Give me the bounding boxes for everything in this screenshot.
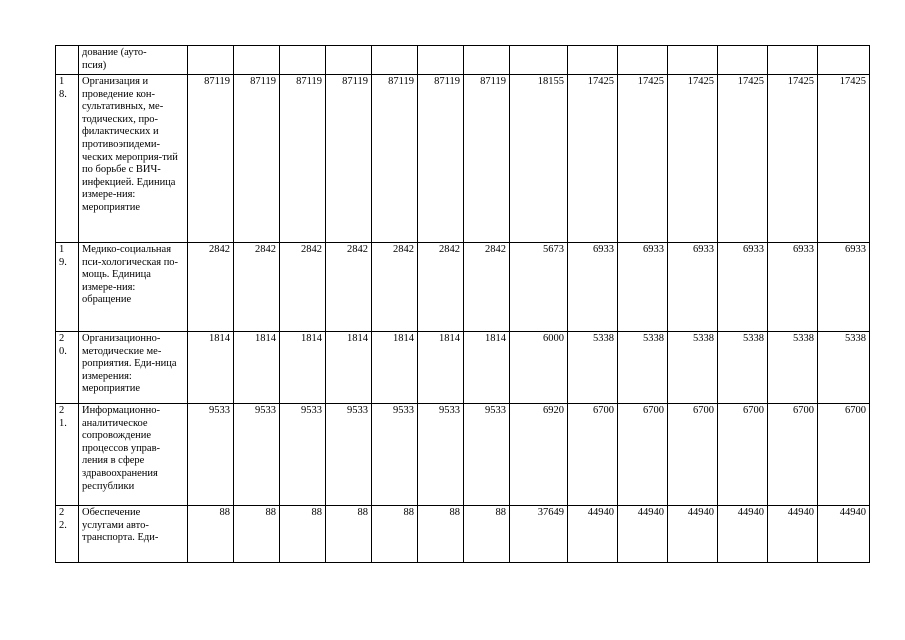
table-row [56,243,870,332]
value-cell: 44940 [718,506,768,563]
value-cell: 6700 [568,404,618,506]
value-cell [718,46,768,75]
value-cell: 1814 [464,332,510,404]
value-cell: 6000 [510,332,568,404]
value-cell: 17425 [568,75,618,243]
value-cell [568,46,618,75]
value-cell: 18155 [510,75,568,243]
table-row [56,332,870,404]
value-cell [372,46,418,75]
value-cell [618,46,668,75]
item-name-cell: Медико-социальная пси-хологическая по-мощь. Единица измере-ния: обращение [79,243,188,332]
value-cell [326,46,372,75]
value-cell: 87119 [464,75,510,243]
value-cell: 87119 [280,75,326,243]
value-cell: 6933 [618,243,668,332]
value-cell: 1814 [326,332,372,404]
value-cell: 5338 [568,332,618,404]
data-table [55,45,870,563]
value-cell: 5338 [818,332,870,404]
row-number-cell: 1 8. [56,75,79,243]
table-row [56,404,870,506]
value-cell: 1814 [418,332,464,404]
row-number-cell: 2 2. [56,506,79,563]
value-cell: 44940 [568,506,618,563]
value-cell: 9533 [372,404,418,506]
item-name-cell: Обеспечение услугами авто-транспорта. Еди- [79,506,188,563]
value-cell: 17425 [618,75,668,243]
value-cell: 6700 [818,404,870,506]
value-cell: 87119 [188,75,234,243]
value-cell: 1814 [234,332,280,404]
value-cell [280,46,326,75]
value-cell: 2842 [464,243,510,332]
value-cell: 6933 [718,243,768,332]
value-cell: 6933 [668,243,718,332]
value-cell [234,46,280,75]
row-number-cell [56,46,79,75]
value-cell: 2842 [326,243,372,332]
row-number-cell: 1 9. [56,243,79,332]
value-cell: 88 [418,506,464,563]
value-cell: 17425 [768,75,818,243]
value-cell: 88 [464,506,510,563]
value-cell: 1814 [280,332,326,404]
value-cell: 88 [234,506,280,563]
value-cell: 88 [326,506,372,563]
value-cell: 2842 [188,243,234,332]
value-cell: 88 [280,506,326,563]
value-cell: 1814 [372,332,418,404]
value-cell [768,46,818,75]
value-cell: 44940 [768,506,818,563]
value-cell [510,46,568,75]
value-cell [188,46,234,75]
table-row [56,46,870,75]
table-row [56,506,870,563]
value-cell: 5673 [510,243,568,332]
value-cell: 87119 [372,75,418,243]
value-cell: 17425 [668,75,718,243]
item-name-cell: Организация и проведение кон-сультативных, ме-тодических, про-филактических и противоэпидеми-ческих мероприя-тий по борьбе с ВИЧ-инфекцией. Единица измере-ния: мероприятие [79,75,188,243]
value-cell [818,46,870,75]
value-cell: 44940 [668,506,718,563]
value-cell: 6933 [768,243,818,332]
value-cell: 9533 [188,404,234,506]
value-cell: 9533 [326,404,372,506]
value-cell: 9533 [234,404,280,506]
value-cell: 87119 [418,75,464,243]
value-cell: 5338 [668,332,718,404]
value-cell: 2842 [418,243,464,332]
value-cell: 6933 [568,243,618,332]
value-cell: 44940 [818,506,870,563]
value-cell: 2842 [372,243,418,332]
item-name-cell: дование (ауто- псия) [79,46,188,75]
value-cell: 37649 [510,506,568,563]
value-cell: 6933 [818,243,870,332]
value-cell: 88 [188,506,234,563]
item-name-cell: Организационно-методические ме-роприятия. Еди-ница измерения: мероприятие [79,332,188,404]
value-cell: 6700 [768,404,818,506]
table-row [56,75,870,243]
value-cell: 2842 [234,243,280,332]
value-cell: 6700 [718,404,768,506]
value-cell: 5338 [618,332,668,404]
value-cell: 6700 [668,404,718,506]
value-cell: 9533 [418,404,464,506]
row-number-cell: 2 0. [56,332,79,404]
value-cell: 17425 [818,75,870,243]
value-cell: 2842 [280,243,326,332]
value-cell: 17425 [718,75,768,243]
value-cell [668,46,718,75]
value-cell: 9533 [280,404,326,506]
value-cell: 6700 [618,404,668,506]
value-cell: 44940 [618,506,668,563]
value-cell: 6920 [510,404,568,506]
value-cell [464,46,510,75]
value-cell: 1814 [188,332,234,404]
value-cell: 87119 [234,75,280,243]
item-name-cell: Информационно-аналитическое сопровождение процессов управ-ления в сфере здравоохранения республики [79,404,188,506]
value-cell: 5338 [768,332,818,404]
value-cell: 88 [372,506,418,563]
value-cell [418,46,464,75]
table-body [56,46,870,563]
value-cell: 87119 [326,75,372,243]
value-cell: 9533 [464,404,510,506]
value-cell: 5338 [718,332,768,404]
row-number-cell: 2 1. [56,404,79,506]
